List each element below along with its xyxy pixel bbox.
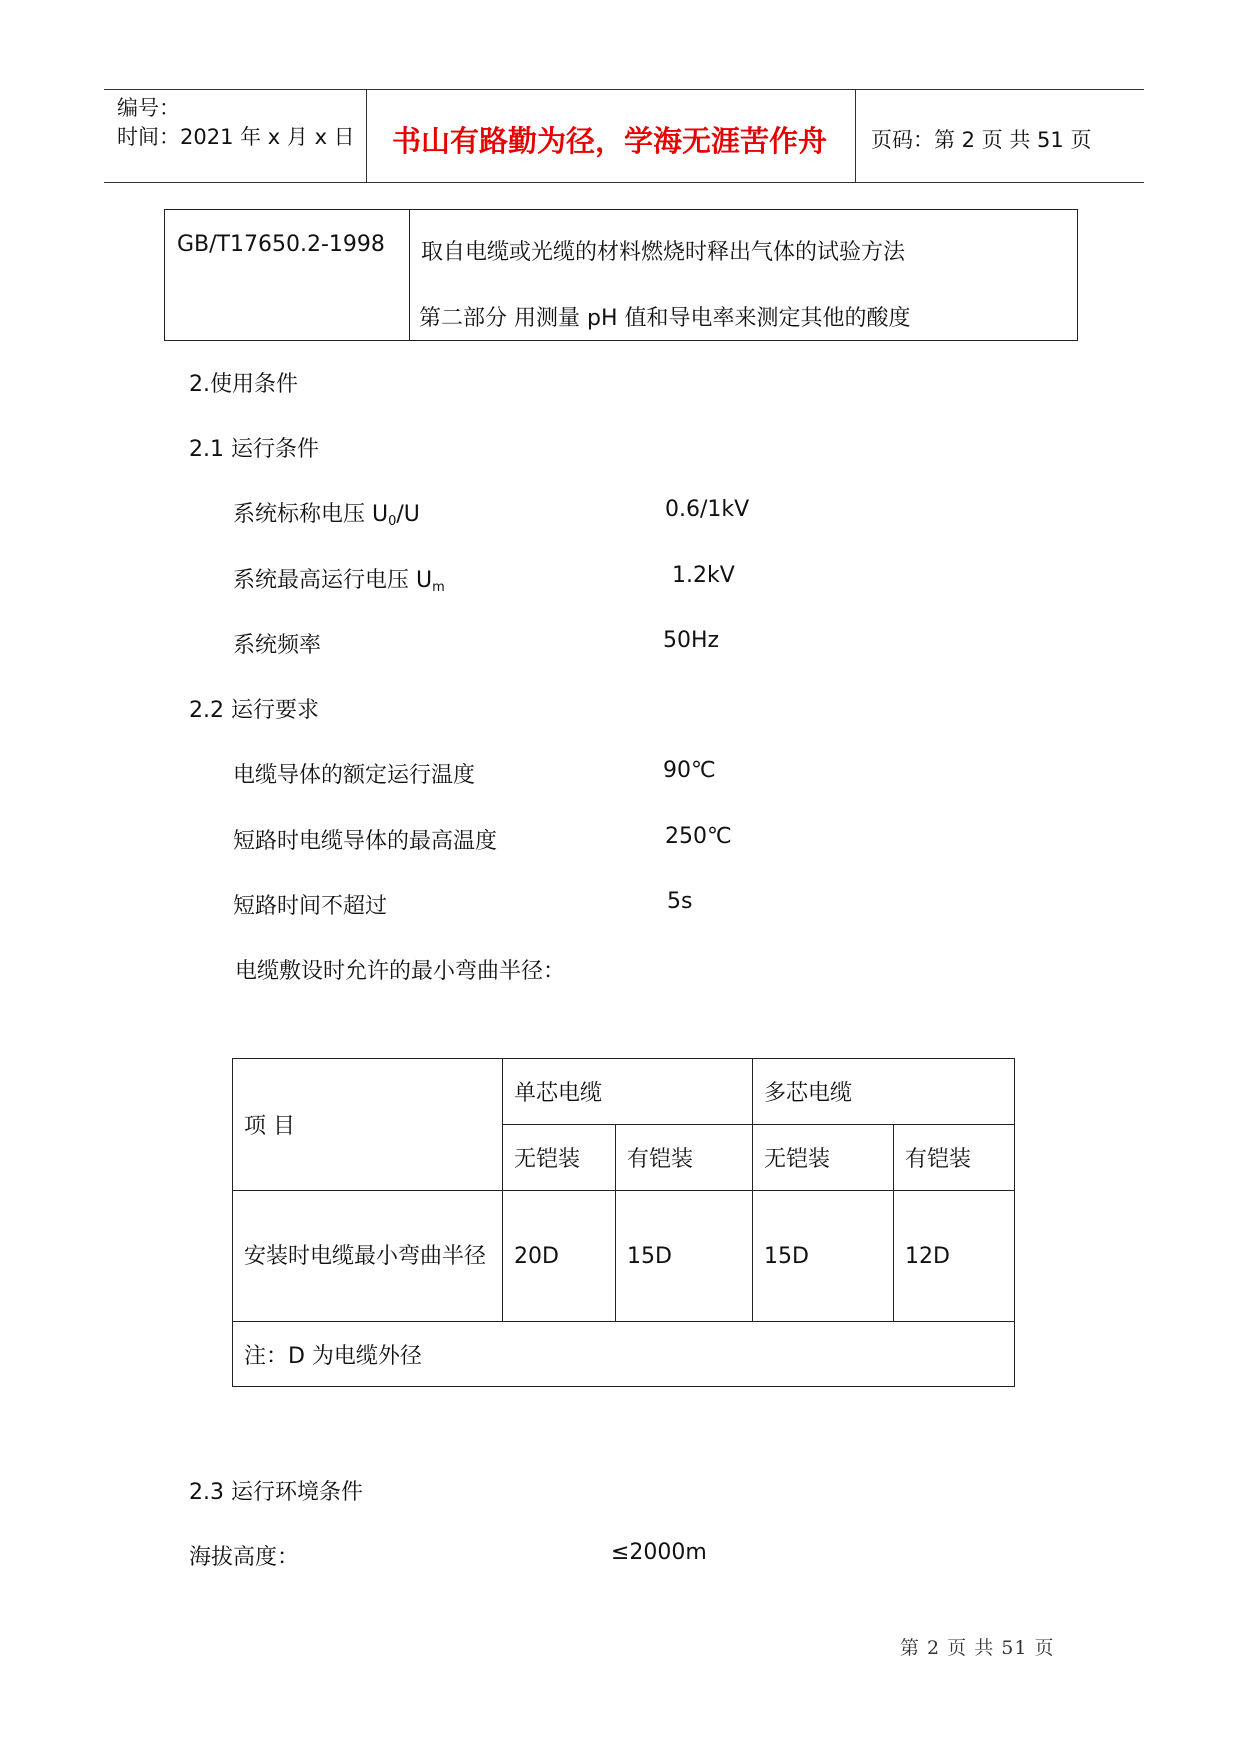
header-divider-right	[855, 89, 856, 183]
short-circuit-temp-label: 短路时电缆导体的最高温度	[233, 829, 498, 854]
table-header-single-unarmored: 无铠装	[503, 1125, 616, 1191]
header-number-label: 编号：	[117, 96, 180, 120]
table-header-item: 项 目	[233, 1059, 503, 1191]
section-2-1-heading: 2.1 运行条件	[189, 437, 319, 462]
standard-table	[164, 209, 1078, 341]
altitude-label: 海拔高度：	[189, 1545, 300, 1570]
table-header-single-core: 单芯电缆	[503, 1059, 753, 1125]
altitude-value: ≤2000m	[611, 1540, 707, 1565]
frequency-value: 50Hz	[663, 628, 720, 653]
rated-temp-value: 90℃	[663, 758, 716, 783]
section-2-3-heading: 2.3 运行环境条件	[189, 1480, 363, 1505]
header-bottom-rule	[104, 182, 1144, 183]
table-cell-multi-armored: 12D	[894, 1191, 1015, 1322]
header-top-rule	[104, 89, 1144, 90]
header-divider-left	[366, 89, 367, 183]
table-cell-single-unarmored: 20D	[503, 1191, 616, 1322]
short-circuit-time-label: 短路时间不超过	[233, 894, 388, 919]
rated-temp-label: 电缆导体的额定运行温度	[233, 763, 476, 788]
table-cell-single-armored: 15D	[616, 1191, 753, 1322]
section-2-heading: 2.使用条件	[189, 372, 298, 397]
header-motto: 书山有路勤为径，学海无涯苦作舟	[392, 124, 828, 158]
standard-table-divider	[409, 210, 410, 340]
standard-code: GB/T17650.2-1998	[177, 232, 385, 257]
bend-radius-table	[232, 1058, 1015, 1387]
header-time-label: 时间：2021 年 x 月 x 日	[117, 125, 355, 149]
max-voltage-value: 1.2kV	[672, 563, 735, 588]
table-header-multi-armored: 有铠装	[894, 1125, 1015, 1191]
table-cell-multi-unarmored: 15D	[753, 1191, 894, 1322]
header-page-label: 页码：第 2 页 共 51 页	[871, 128, 1092, 152]
table-header-single-armored: 有铠装	[616, 1125, 753, 1191]
table-row-label: 安装时电缆最小弯曲半径	[233, 1191, 503, 1322]
short-circuit-temp-value: 250℃	[665, 824, 732, 849]
max-voltage-label: 系统最高运行电压 $U_m$	[233, 568, 445, 595]
nominal-voltage-label: 系统标称电压 $U_0/U$	[233, 502, 420, 529]
table-header-multi-core: 多芯电缆	[753, 1059, 1015, 1125]
standard-title-line1: 取自电缆或光缆的材料燃烧时释出气体的试验方法	[421, 240, 906, 265]
short-circuit-time-value: 5s	[667, 889, 693, 914]
standard-title-line2: 第二部分 用测量 pH 值和导电率来测定其他的酸度	[419, 306, 911, 331]
table-note: 注：D 为电缆外径	[233, 1322, 1015, 1387]
footer-page-number: 第 2 页 共 51 页	[900, 1637, 1055, 1659]
frequency-label: 系统频率	[233, 633, 322, 658]
nominal-voltage-value: 0.6/1kV	[665, 497, 750, 522]
section-2-2-heading: 2.2 运行要求	[189, 698, 319, 723]
table-header-multi-unarmored: 无铠装	[753, 1125, 894, 1191]
bend-radius-intro: 电缆敷设时允许的最小弯曲半径：	[235, 959, 566, 984]
